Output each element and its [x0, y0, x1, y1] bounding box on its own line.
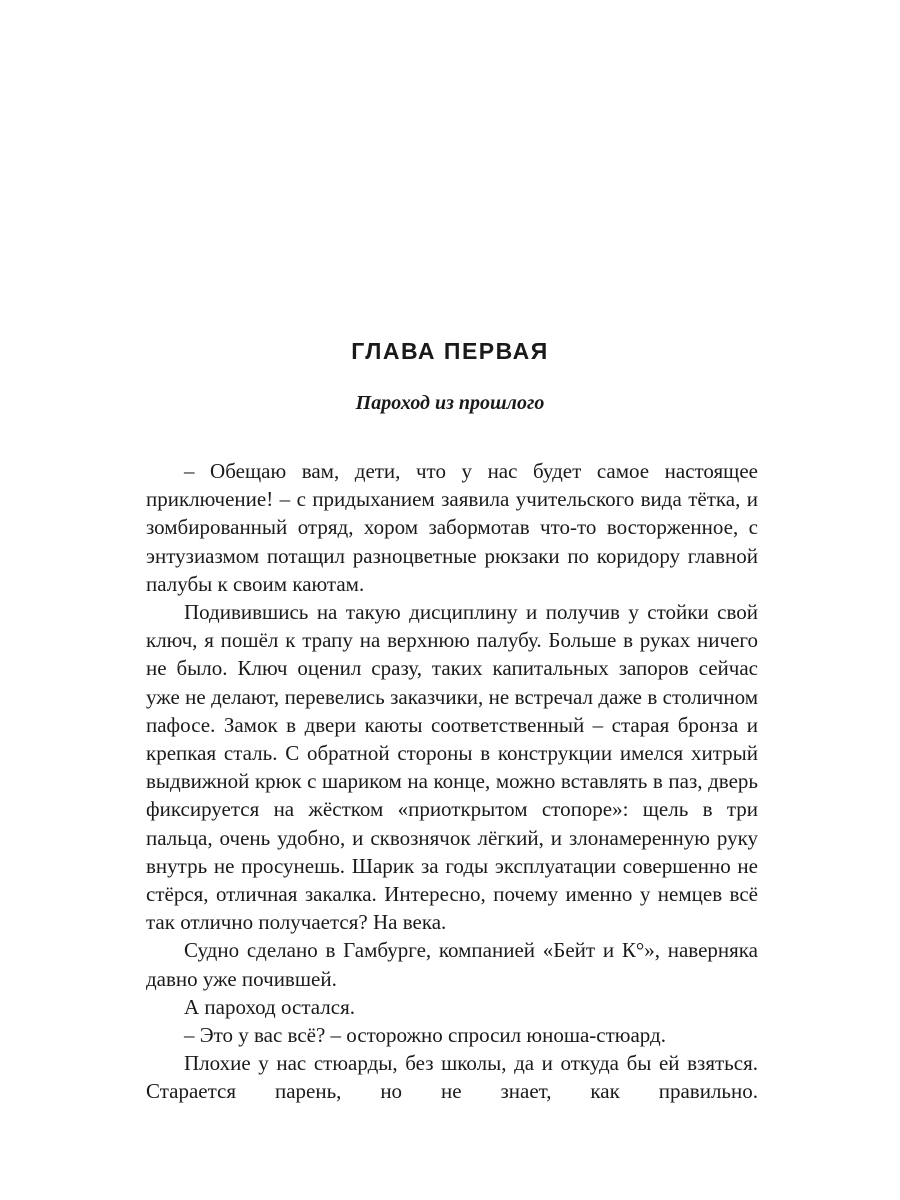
paragraph: Судно сделано в Гамбурге, компанией «Бейт и К°», наверняка давно уже почившей.: [146, 938, 758, 991]
paragraph: – Обещаю вам, дети, что у нас будет самое настоящее приключение! – с придыханием заявила учительского вида тётка, и зомбированный отряд, хором забормотав что-то восторженное, с энтузиазмом потащил разноцветные рюкзаки по коридору главной палубы к своим каютам.: [146, 459, 758, 596]
chapter-subtitle: Пароход из прошлого: [355, 392, 545, 414]
paragraph: Плохие у нас стюарды, без школы, да и откуда бы ей взяться. Старается парень, но не знает, как правильно.: [146, 1051, 758, 1104]
body-text: [146, 457, 758, 1106]
paragraph: А пароход остался.: [184, 994, 355, 1019]
chapter-title: ГЛАВА ПЕРВАЯ: [351, 338, 549, 364]
paragraph: Подивившись на такую дисциплину и получив у стойки свой ключ, я пошёл к трапу на верхнюю палубу. Больше в руках ничего не было. Ключ оценил сразу, таких капитальных запоров сейчас уже не делают, перевелись заказчики, не встречал даже в столичном пафосе. Замок в двери каюты соответственный – старая бронза и крепкая сталь. С обратной стороны в конструкции имелся хитрый выдвижной крюк с шариком на конце, можно вставлять в паз, дверь фиксируется на жёстком «приоткрытом стопоре»: щель в три пальца, очень удобно, и сквознячок лёгкий, и злонамеренную руку внутрь не просунешь. Шарик за годы эксплуатации совершенно не стёрся, отличная закалка. Интересно, почему именно у немцев всё так отлично получается? На века.: [146, 600, 758, 935]
paragraph: – Это у вас всё? – осторожно спросил юноша-стюард.: [184, 1023, 666, 1048]
